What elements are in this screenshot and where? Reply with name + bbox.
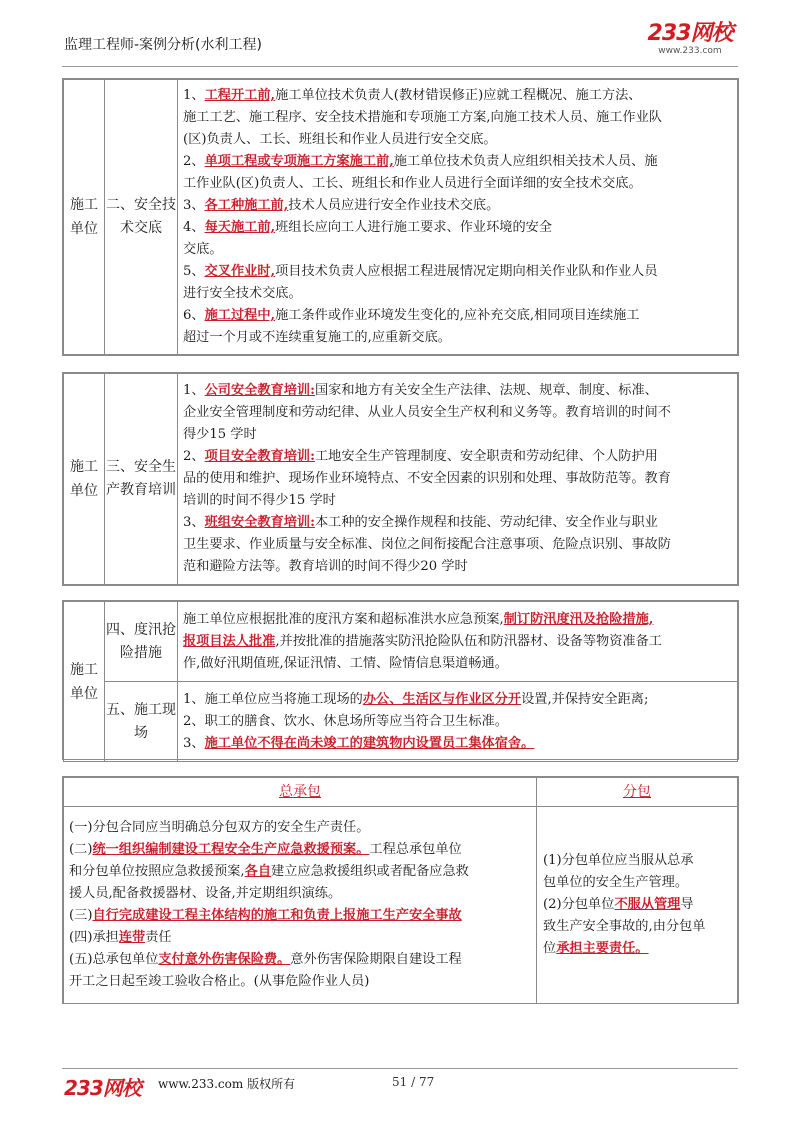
text-segment: 援人员,配备救援器材、设备,并定期组织演练。 [69,886,342,901]
text-line [543,894,731,916]
category-cell: 三、安全生产教育培训 [105,374,178,585]
page-footer [62,1068,738,1100]
text-segment: (1)分包单位应当服从总承 [543,853,694,868]
text-segment: 1、施工单位应当将施工现场的 [183,691,363,707]
text-line [183,424,733,446]
key-point-highlight: 自行完成建设工程主体结构的施工和负责上报施工生产安全事故 [92,908,462,923]
text-line [183,490,733,512]
text-segment: 工程总承包单位 [369,842,462,857]
key-point-highlight: 制订防汛度汛及抢险措施, [503,611,654,627]
text-line [69,817,531,839]
text-segment: ,并按批准的措施落实防汛抢险队伍和防汛器材、设备等物资准备工 [275,633,662,649]
page-number: 51 / 77 [392,1075,435,1089]
text-line [183,195,733,217]
content-cell-site [178,682,738,762]
text-segment: 进行安全技术交底。 [183,286,302,301]
text-line [183,217,733,239]
text-segment: 作,做好汛期值班,保证汛情、工情、险情信息渠道畅通。 [183,655,508,671]
text-line [183,85,733,107]
text-segment: 意外伤害保险期限自建设工程 [290,952,462,967]
text-segment: 施工单位技术负责人(教材错误修正)应就工程概况、施工方法、 [275,88,642,103]
text-line [183,534,733,556]
unit-cell: 施工单位 [64,602,105,762]
text-line [183,173,733,195]
key-point-highlight: 施工过程中, [204,308,276,323]
text-segment: 国家和地方有关安全生产法律、法规、规章、制度、标准、 [314,383,658,398]
text-line [183,733,733,755]
col-header-subcontractor: 分包 [537,778,738,807]
key-point-highlight: 施工单位不得在尚未竣工的建筑物内设置员工集体宿舍。 [204,735,535,751]
text-line [183,239,733,261]
key-point-highlight: 办公、生活区与作业区分开 [362,691,522,707]
key-point-highlight: 项目安全教育培训: [204,449,315,464]
category-cell-site: 五、施工现场 [105,682,178,762]
text-segment: 1、 [183,88,205,103]
text-line [69,949,531,971]
text-line [183,653,733,675]
text-segment: 责任 [145,930,172,945]
safety-briefing-table [62,78,739,356]
text-segment: 包单位的安全生产管理。 [543,875,689,890]
footer-copyright: www.233.com 版权所有 [158,1077,296,1091]
text-segment: 开工之日起至竣工验收合格止。(从事危险作业人员) [69,974,370,989]
text-line [183,283,733,305]
text-segment: 班组长应向工人进行施工要求、作业环境的安全 [275,220,553,235]
text-segment: 3、 [183,515,205,530]
text-line [183,380,733,402]
text-line [183,305,733,327]
flood-and-site-table [62,600,739,760]
text-line [183,261,733,283]
content-cell [178,374,738,585]
text-segment: 1、 [183,383,205,398]
text-segment: 3、 [183,735,205,751]
text-segment: 导 [680,897,694,912]
text-segment: 施工单位技术负责人应组织相关技术人员、施 [393,154,658,169]
text-segment: 本工种的安全操作规程和技能、劳动纪律、安全作业与职业 [314,515,658,530]
key-point-highlight: 每天施工前, [204,220,276,235]
text-segment: 技术人员应进行安全作业技术交底。 [288,198,500,213]
text-segment: 施工工艺、施工程序、安全技术措施和专项施工方案,向施工技术人员、施工作业队 [183,110,662,125]
key-point-highlight: 单项工程或专项施工方案施工前, [204,154,394,169]
text-segment: (区)负责人、工长、班组长和作业人员进行安全交底。 [183,132,497,147]
col-header-general-contractor: 总承包 [64,778,537,807]
text-line [543,938,731,960]
text-line [183,512,733,534]
text-line [183,151,733,173]
document-title: 监理工程师-案例分析(水利工程) [64,37,262,53]
key-point-highlight: 不服从管理 [614,897,681,912]
key-point-highlight: 工程开工前, [204,88,276,103]
key-point-highlight: 各工种施工前, [204,198,289,213]
text-segment: 设置,并保持安全距离; [521,691,649,707]
text-segment: 建立应急救援组织或者配备应急救 [271,864,469,879]
text-line [543,850,731,872]
text-segment: 施工条件或作业环境发生变化的,应补充交底,相同项目连续施工 [275,308,640,323]
key-point-highlight: 承担主要责任。 [556,941,649,956]
text-line [183,107,733,129]
unit-cell: 施工单位 [64,80,105,355]
text-line [183,711,733,733]
text-line [543,916,731,938]
text-segment: (三) [69,908,93,923]
text-segment: 施工单位应根据批准的度汛方案和超标准洪水应急预案, [183,611,504,627]
text-line [183,327,733,349]
key-point-highlight: 公司安全教育培训: [204,383,315,398]
key-point-highlight: 连带 [118,930,146,945]
text-segment: 企业安全管理制度和劳动纪律、从业人员安全生产权利和义务等。教育培训的时间不 [183,405,671,420]
key-point-highlight: 交叉作业时, [204,264,276,279]
text-line [183,609,733,631]
text-line [69,883,531,905]
category-cell-flood: 四、度汛抢险措施 [105,602,178,682]
text-line [69,861,531,883]
text-segment: 2、职工的膳食、饮水、休息场所等应当符合卫生标准。 [183,713,508,729]
text-line [183,689,733,711]
text-segment: 培训的时间不得少15 学时 [183,493,336,508]
safety-training-table [62,372,739,586]
text-segment: 6、 [183,308,205,323]
text-segment: 5、 [183,264,205,279]
text-line [69,839,531,861]
key-point-highlight: 支付意外伤害保险费。 [158,952,291,967]
text-segment: 4、 [183,220,205,235]
logo-url: www.233.com [658,46,722,56]
text-segment: (一)分包合同应当明确总分包双方的安全生产责任。 [69,820,370,835]
text-segment: 卫生要求、作业质量与安全标准、岗位之间衔接配合注意事项、危险点识别、事故防 [183,537,671,552]
text-segment: 交底。 [183,242,223,257]
text-segment: 致生产安全事故的,由分包单 [543,919,706,934]
subcontractor-cell [537,807,738,1004]
category-cell: 二、安全技术交底 [105,80,178,355]
key-point-highlight: 统一组织编制建设工程安全生产应急救援预案。 [92,842,370,857]
text-line [69,905,531,927]
text-line [543,872,731,894]
text-segment: (2)分包单位 [543,897,615,912]
text-line [183,446,733,468]
text-segment: 位 [543,941,557,956]
text-segment: 和分包单位按照应急救援预案, [69,864,245,879]
text-segment: (四)承担 [69,930,119,945]
unit-cell: 施工单位 [64,374,105,585]
text-segment: 项目技术负责人应根据工程进展情况定期向相关作业队和作业人员 [275,264,658,279]
text-line [183,468,733,490]
text-segment: (五)总承包单位 [69,952,159,967]
content-cell [178,80,738,355]
text-segment: 工地安全生产管理制度、安全职责和劳动纪律、个人防护用 [314,449,658,464]
content-cell-flood [178,602,738,682]
text-line [183,631,733,653]
text-line [69,927,531,949]
page-header [62,18,738,67]
text-segment: 范和避险方法等。教育培训的时间不得少20 学时 [183,559,468,574]
key-point-highlight: 各自 [244,864,272,879]
logo-text: 233网校 [647,21,733,46]
footer-logo[interactable]: 233网校 [64,1076,141,1100]
text-line [183,556,733,578]
text-segment: 超过一个月或不连续重复施工的,应重新交底。 [183,330,451,345]
text-line [69,971,531,993]
text-segment: 2、 [183,449,205,464]
text-segment: 2、 [183,154,205,169]
text-segment: (二) [69,842,93,857]
general-contractor-cell [64,807,537,1004]
key-point-highlight: 报项目法人批准 [183,633,276,649]
text-segment: 得少15 学时 [183,427,257,442]
brand-logo[interactable] [642,22,738,56]
contractor-responsibility-table [62,776,739,1004]
text-line [183,129,733,151]
text-segment: 3、 [183,198,205,213]
text-segment: 工作业队(区)负责人、工长、班组长和作业人员进行全面详细的安全技术交底。 [183,176,642,191]
text-segment: 品的使用和维护、现场作业环境特点、不安全因素的识别和处理、事故防范等。教育 [183,471,671,486]
key-point-highlight: 班组安全教育培训: [204,515,315,530]
text-line [183,402,733,424]
